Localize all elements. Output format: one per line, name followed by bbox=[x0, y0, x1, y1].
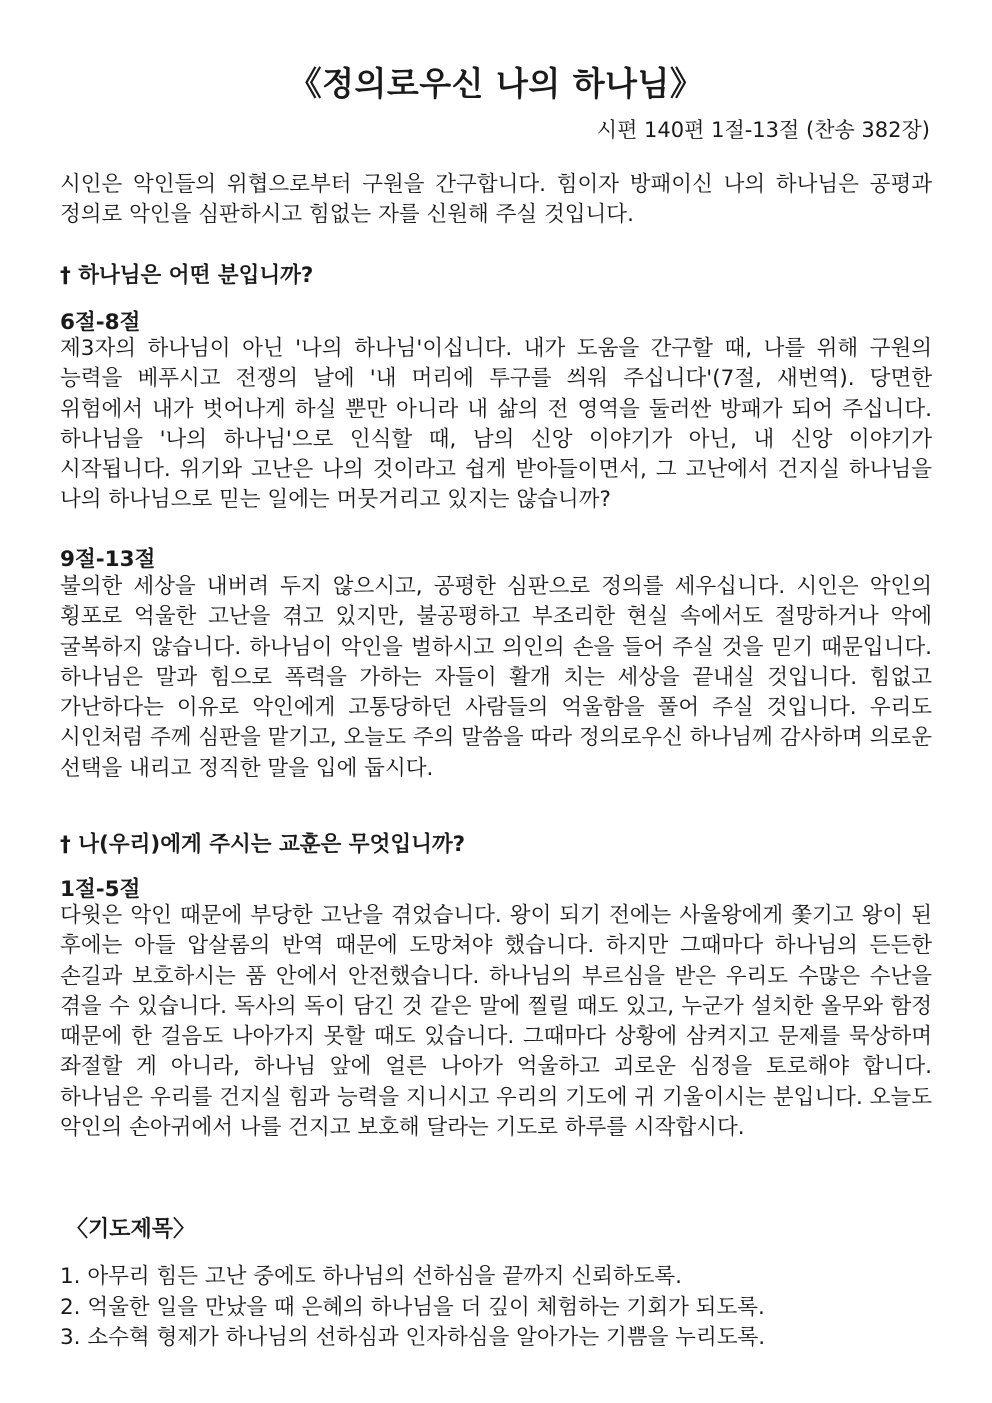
paragraph-1-5: 다윗은 악인 때문에 부당한 고난을 겪었습니다. 왕이 되기 전에는 사울왕에게 쫓기고 왕이 된 후에는 아들 압살롬의 반역 때문에 도망쳐야 했습니다. 하지만 그때마다 하나님의 든든한 손길과 보호하시는 품 안에서 안전했습니다. 하나님의 부르심을 받은 우리도 수많은 수난을 겪을 수 있습니다. 독사의 독이 담긴 것 같은 말에 찔릴 때도 있고, 누군가 설치한 올무와 함정 때문에 한 걸음도 나아가지 못할 때도 있습니다. 그때마다 상황에 삼켜지고 문제를 묵상하며 좌절할 게 아니라, 하나님 앞에 얼른 나아가 억울하고 괴로운 심정을 토로해야 합니다. 하나님은 우리를 건지실 힘과 능력을 지니시고 우리의 기도에 귀 기울이시는 분입니다. 오늘도 악인의 손아귀에서 나를 건지고 보호해 달라는 기도로 하루를 시작합시다. bbox=[60, 903, 932, 1141]
section-heading-who-is-god: † 하나님은 어떤 분입니까? bbox=[60, 263, 314, 288]
paragraph-6-8: 제3자의 하나님이 아닌 '나의 하나님'이십니다. 내가 도움을 간구할 때, 나를 위해 구원의 능력을 베푸시고 전쟁의 날에 '내 머리에 투구를 씌워 주십니다'(7절, 새번역). 당면한 위험에서 내가 벗어나게 하실 뿐만 아니라 내 삶의 전 영역을 둘러싼 방패가 되어 주십니다. 하나님을 '나의 하나님'으로 인식할 때, 남의 신앙 이야기가 아닌, 내 신앙 이야기가 시작됩니다. 위기와 고난은 나의 것이라고 쉽게 받아들이면서, 그 고난에서 건지실 하나님을 나의 하나님으로 믿는 일에는 머뭇거리고 있지는 않습니까? bbox=[60, 336, 932, 513]
verse-label-1-5: 1절-5절 bbox=[60, 877, 141, 902]
prayer-list bbox=[60, 1262, 932, 1354]
paragraph-9-13: 불의한 세상을 내버려 두지 않으시고, 공평한 심판으로 정의를 세우십니다. 시인은 악인의 횡포로 억울한 고난을 겪고 있지만, 불공평하고 부조리한 현실 속에서도 절망하거나 악에 굴복하지 않습니다. 하나님이 악인을 벌하시고 의인의 손을 들어 주실 것을 믿기 때문입니다. 하나님은 말과 힘으로 폭력을 가하는 자들이 활개 치는 세상을 끝내실 것입니다. 힘없고 가난하다는 이유로 악인에게 고통당하던 사람들의 억울함을 풀어 주실 것입니다. 우리도 시인처럼 주께 심판을 맡기고, 오늘도 주의 말씀을 따라 정의로우신 하나님께 감사하며 의로운 선택을 내리고 정직한 말을 입에 둡시다. bbox=[60, 574, 932, 781]
verse-label-9-13: 9절-13절 bbox=[60, 547, 156, 572]
scripture-reference: 시편 140편 1절-13절 (찬송 382장) bbox=[596, 118, 930, 142]
verse-label-6-8: 6절-8절 bbox=[60, 310, 141, 335]
page-title: 《정의로우신 나의 하나님》 bbox=[288, 64, 704, 103]
prayer-title: 〈기도제목〉 bbox=[66, 1217, 196, 1242]
intro-paragraph: 시인은 악인들의 위협으로부터 구원을 간구합니다. 힘이자 방패이신 나의 하나님은 공평과 정의로 악인을 심판하시고 힘없는 자를 신원해 주실 것입니다. bbox=[60, 172, 932, 227]
prayer-item: 1. 아무리 힘든 고난 중에도 하나님의 선하심을 끝까지 신뢰하도록. bbox=[60, 1264, 683, 1289]
prayer-item: 2. 억울한 일을 만났을 때 은혜의 하나님을 더 깊이 체험하는 기회가 되도록. bbox=[60, 1294, 765, 1320]
prayer-item: 3. 소수혁 형제가 하나님의 선하심과 인자하심을 알아가는 기쁨을 누리도록. bbox=[60, 1325, 766, 1350]
section-heading-lesson: † 나(우리)에게 주시는 교훈은 무엇입니까? bbox=[60, 832, 466, 857]
